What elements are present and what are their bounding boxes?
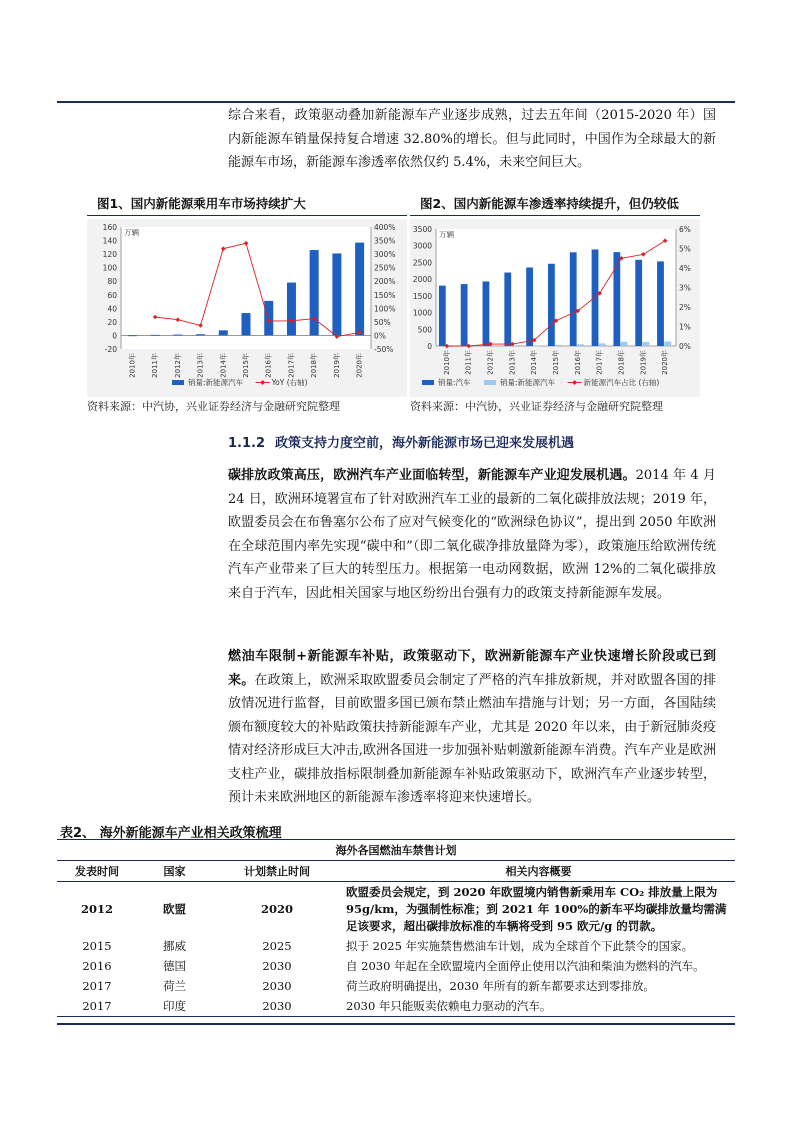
y-tick-label-right: 400% [374, 223, 396, 232]
legend-label: YoY (右轴) [271, 378, 308, 387]
x-tick-label: 2020年 [355, 353, 364, 378]
y-tick-label-left: 60 [107, 290, 117, 300]
header-rule [57, 101, 735, 103]
bar-primary [310, 250, 319, 335]
y-tick-label-left: 20 [107, 317, 117, 327]
section-title: 政策支持力度空前，海外新能源市场已迎来发展机遇 [275, 436, 575, 451]
cell-ban-year: 2030 [262, 979, 292, 993]
table-row [57, 882, 735, 937]
y-tick-label-left: 40 [107, 304, 117, 314]
legend-label: 新能源汽车占比 (右轴) [583, 378, 660, 387]
figure-1-chart [87, 219, 407, 397]
y-tick-label-right: 0% [374, 331, 386, 341]
figure-1-source: 资料来源：中汽协，兴业证券经济与金融研究院整理 [87, 400, 340, 413]
bar-secondary [599, 343, 606, 346]
x-tick-label: 2017年 [595, 350, 604, 375]
y-tick-label-left: 80 [107, 277, 117, 287]
y-tick-label-left: 120 [102, 250, 117, 260]
y-tick-label-right: 350% [374, 236, 396, 246]
footer-rule [57, 1023, 735, 1025]
bar-primary [151, 335, 160, 336]
x-tick-label: 2011年 [151, 353, 160, 378]
x-tick-label: 2018年 [617, 350, 626, 375]
y-tick-label-right: 200% [374, 277, 396, 287]
cell-country: 欧盟 [163, 902, 186, 916]
legend-label: 销量:汽车 [438, 378, 471, 387]
cell-description: 荷兰政府明确提出，2030 年所有的新车都要求达到零排放。 [346, 978, 655, 993]
y-tick-label-left: 3000 [412, 241, 432, 251]
cell-year: 2017 [57, 996, 137, 1017]
bar-primary [242, 313, 251, 335]
x-tick-label: 2019年 [639, 350, 648, 375]
policy-table [57, 839, 735, 1017]
cell-ban-year: 2030 [262, 959, 292, 973]
table-row [57, 976, 735, 996]
x-tick-label: 2013年 [196, 353, 205, 378]
y-tick-label-right: 6% [679, 225, 691, 234]
y-tick-label-right: 4% [679, 264, 691, 273]
bar-secondary [664, 341, 671, 346]
bar-primary [461, 284, 468, 346]
cell-country: 挪威 [163, 939, 186, 953]
intro-paragraph: 综合来看，政策驱动叠加新能源车产业逐步成熟，过去五年间（2015-2020 年）国内新能源车销量保持复合增速 32.80%的增长。但与此同时，中国作为全球最大的新能源车市场，新能源车渗透率依然仅约 5.4%，未来空间巨大。 [228, 108, 716, 170]
table-row [57, 956, 735, 976]
cell-ban-year: 2020 [260, 902, 293, 916]
unit-label: 万辆 [124, 228, 139, 237]
y-tick-label-left: 3500 [412, 225, 432, 234]
section-heading [228, 432, 574, 451]
cell-ban-year: 2025 [262, 939, 292, 953]
y-tick-label-right: 100% [374, 304, 396, 314]
y-tick-label-right: 250% [374, 263, 396, 273]
column-header: 发表时间 [57, 861, 137, 882]
y-tick-label-right: 300% [374, 250, 396, 260]
figure-2-source: 资料来源：中汽协，兴业证券经济与金融研究院整理 [410, 400, 663, 413]
y-tick-label-left: 500 [417, 325, 432, 335]
bar-primary [657, 261, 664, 346]
paragraph-carbon-policy [228, 464, 716, 605]
table-title: 表2、 海外新能源车产业相关政策梳理 [60, 826, 282, 841]
bar-primary [570, 252, 577, 346]
legend-label: 销量:新能源汽车 [500, 378, 556, 387]
bar-primary [526, 267, 533, 346]
x-tick-label: 2019年 [332, 353, 341, 378]
x-tick-label: 2015年 [242, 353, 250, 378]
cell-description: 2030 年只能贩卖依赖电力驱动的汽车。 [342, 996, 735, 1017]
bar-primary [264, 301, 273, 336]
y-tick-label-right: -50% [374, 345, 394, 354]
x-tick-label: 2016年 [264, 353, 273, 378]
unit-label: 万辆 [439, 230, 454, 239]
column-header: 相关内容概要 [342, 861, 735, 882]
figure-1-title: 图1、国内新能源乘用车市场持续扩大 [87, 196, 407, 216]
chart-1-svg [87, 219, 407, 397]
x-tick-label: 2013年 [508, 350, 517, 375]
bar-primary [287, 283, 296, 336]
paragraph-lead: 燃油车限制+新能源车补贴，政策驱动下，欧洲新能源车产业快速增长阶段或已到来。 [228, 649, 716, 688]
section-number: 1.1.2 [228, 436, 266, 451]
bar-secondary [642, 342, 649, 346]
bar-primary [504, 273, 511, 346]
legend-swatch-marker [572, 380, 577, 385]
cell-year: 2012 [80, 902, 113, 916]
bar-primary [173, 335, 182, 336]
y-tick-label-left: 140 [102, 236, 117, 246]
cell-ban-year: 2030 [212, 996, 342, 1017]
bar-primary [219, 330, 228, 335]
cell-description: 欧盟委员会规定，到 2020 年欧盟境内销售新乘用车 CO₂ 排放量上限为 95g/km，为强制性标准；到 2021 年 100%的新车平均碳排放量均需满足该要求，超出碳排放标准的车辆将受到 95 欧元/g 的罚款。 [346, 884, 727, 933]
paragraph-lead: 碳排放政策高压，欧洲汽车产业面临转型，新能源车产业迎发展机遇。 [228, 468, 636, 483]
x-tick-label: 2012年 [486, 350, 495, 375]
y-tick-label-right: 3% [679, 283, 691, 293]
bar-primary [548, 264, 555, 346]
bar-primary [439, 286, 446, 346]
paragraph-body: 在政策上，欧洲采取欧盟委员会制定了严格的汽车排放新规，并对欧盟各国的排放情况进行监督，目前欧盟多国已颁布禁止燃油车措施与计划；另一方面，各国陆续颁布额度较大的补贴政策扶持新能源车产业，尤其是 2020 年以来，由于新冠肺炎疫情对经济形成巨大冲击,欧洲各国进一步加强补贴刺激新能源车消费。汽车产业是欧洲支柱产业，碳排放指标限制叠加新能源车补贴政策驱动下，欧洲汽车产业逐步转型，预计未来欧洲地区的新能源车渗透率将迎来快速增长。 [228, 672, 716, 805]
bar-primary [128, 335, 137, 336]
cell-year: 2015 [82, 939, 112, 953]
y-tick-label-left: 0 [427, 342, 432, 351]
y-tick-label-right: 1% [679, 322, 691, 332]
figure-2-title: 图2、国内新能源车渗透率持续提升，但仍较低 [410, 196, 700, 216]
y-tick-label-left: 2000 [412, 275, 432, 285]
x-tick-label: 2012年 [173, 353, 182, 378]
cell-year: 2016 [82, 959, 112, 973]
y-tick-label-left: 160 [102, 223, 117, 232]
y-tick-label-right: 0% [679, 342, 691, 351]
legend-label: 销量:新能源汽车 [188, 378, 244, 387]
y-tick-label-right: 5% [679, 244, 691, 254]
y-tick-label-right: 50% [374, 317, 391, 327]
cell-year: 2017 [82, 979, 112, 993]
y-tick-label-right: 2% [679, 303, 691, 312]
bar-primary [196, 334, 205, 335]
legend-swatch [422, 380, 434, 385]
bar-secondary [555, 345, 562, 346]
x-tick-label: 2020年 [661, 350, 670, 375]
column-header: 计划禁止时间 [212, 861, 342, 882]
legend-swatch-marker [260, 380, 265, 385]
y-tick-label-left: 2500 [412, 258, 432, 268]
figure-2-chart [410, 219, 700, 397]
bar-primary [355, 243, 364, 336]
bar-secondary [533, 346, 540, 347]
table-row [57, 936, 735, 956]
bar-secondary [577, 344, 584, 346]
cell-country: 荷兰 [163, 979, 186, 993]
y-tick-label-left: 100 [102, 263, 117, 273]
x-tick-label: 2017年 [287, 353, 296, 378]
x-tick-label: 2014年 [530, 350, 539, 375]
x-tick-label: 2015年 [552, 350, 560, 375]
cell-description: 拟于 2025 年实施禁售燃油车计划，成为全球首个下此禁令的国家。 [346, 938, 694, 953]
x-tick-label: 2014年 [219, 353, 228, 378]
paragraph-subsidy-policy [228, 645, 716, 810]
cell-country: 印度 [137, 996, 212, 1017]
x-tick-label: 2018年 [310, 353, 319, 378]
bar-primary [592, 249, 599, 346]
bar-secondary [621, 342, 628, 346]
x-tick-label: 2010年 [442, 350, 451, 375]
y-tick-label-right: 150% [374, 290, 396, 300]
legend-swatch [172, 380, 184, 385]
cell-description: 自 2030 年起在全欧盟境内全面停止使用以汽油和柴油为燃料的汽车。 [346, 958, 705, 973]
y-tick-label-left: 0 [112, 331, 117, 341]
chart-2-svg [410, 219, 700, 397]
paragraph-body: 2014 年 4 月 24 日，欧洲环境署宣布了针对欧洲汽车工业的最新的二氧化碳排放法规；2019 年，欧盟委员会在布鲁塞尔公布了应对气候变化的“欧洲绿色协议”，提出到 2050 年欧洲在全球范围内率先实现“碳中和”（即二氧化碳净排放量降为零），政策施压给欧洲传统汽车产业带来了巨大的转型压力。根据第一电动网数据，欧洲 12%的二氧化碳排放来自于汽车，因此相关国家与地区纷纷出台强有力的政策支持新能源车发展。 [228, 468, 716, 601]
bar-primary [332, 253, 341, 335]
table-row [57, 996, 735, 1017]
column-header: 国家 [137, 861, 212, 882]
table-caption: 海外各国燃油车禁售计划 [57, 840, 735, 861]
x-tick-label: 2016年 [573, 350, 582, 375]
bar-primary [483, 281, 490, 346]
cell-country: 德国 [163, 959, 186, 973]
y-tick-label-left: 1500 [412, 291, 432, 301]
x-tick-label: 2011年 [464, 350, 473, 375]
legend-swatch [484, 380, 496, 385]
y-tick-label-left: -20 [104, 345, 117, 354]
x-tick-label: 2010年 [128, 353, 137, 378]
bar-primary [635, 260, 642, 346]
y-tick-label-left: 1000 [412, 308, 432, 318]
